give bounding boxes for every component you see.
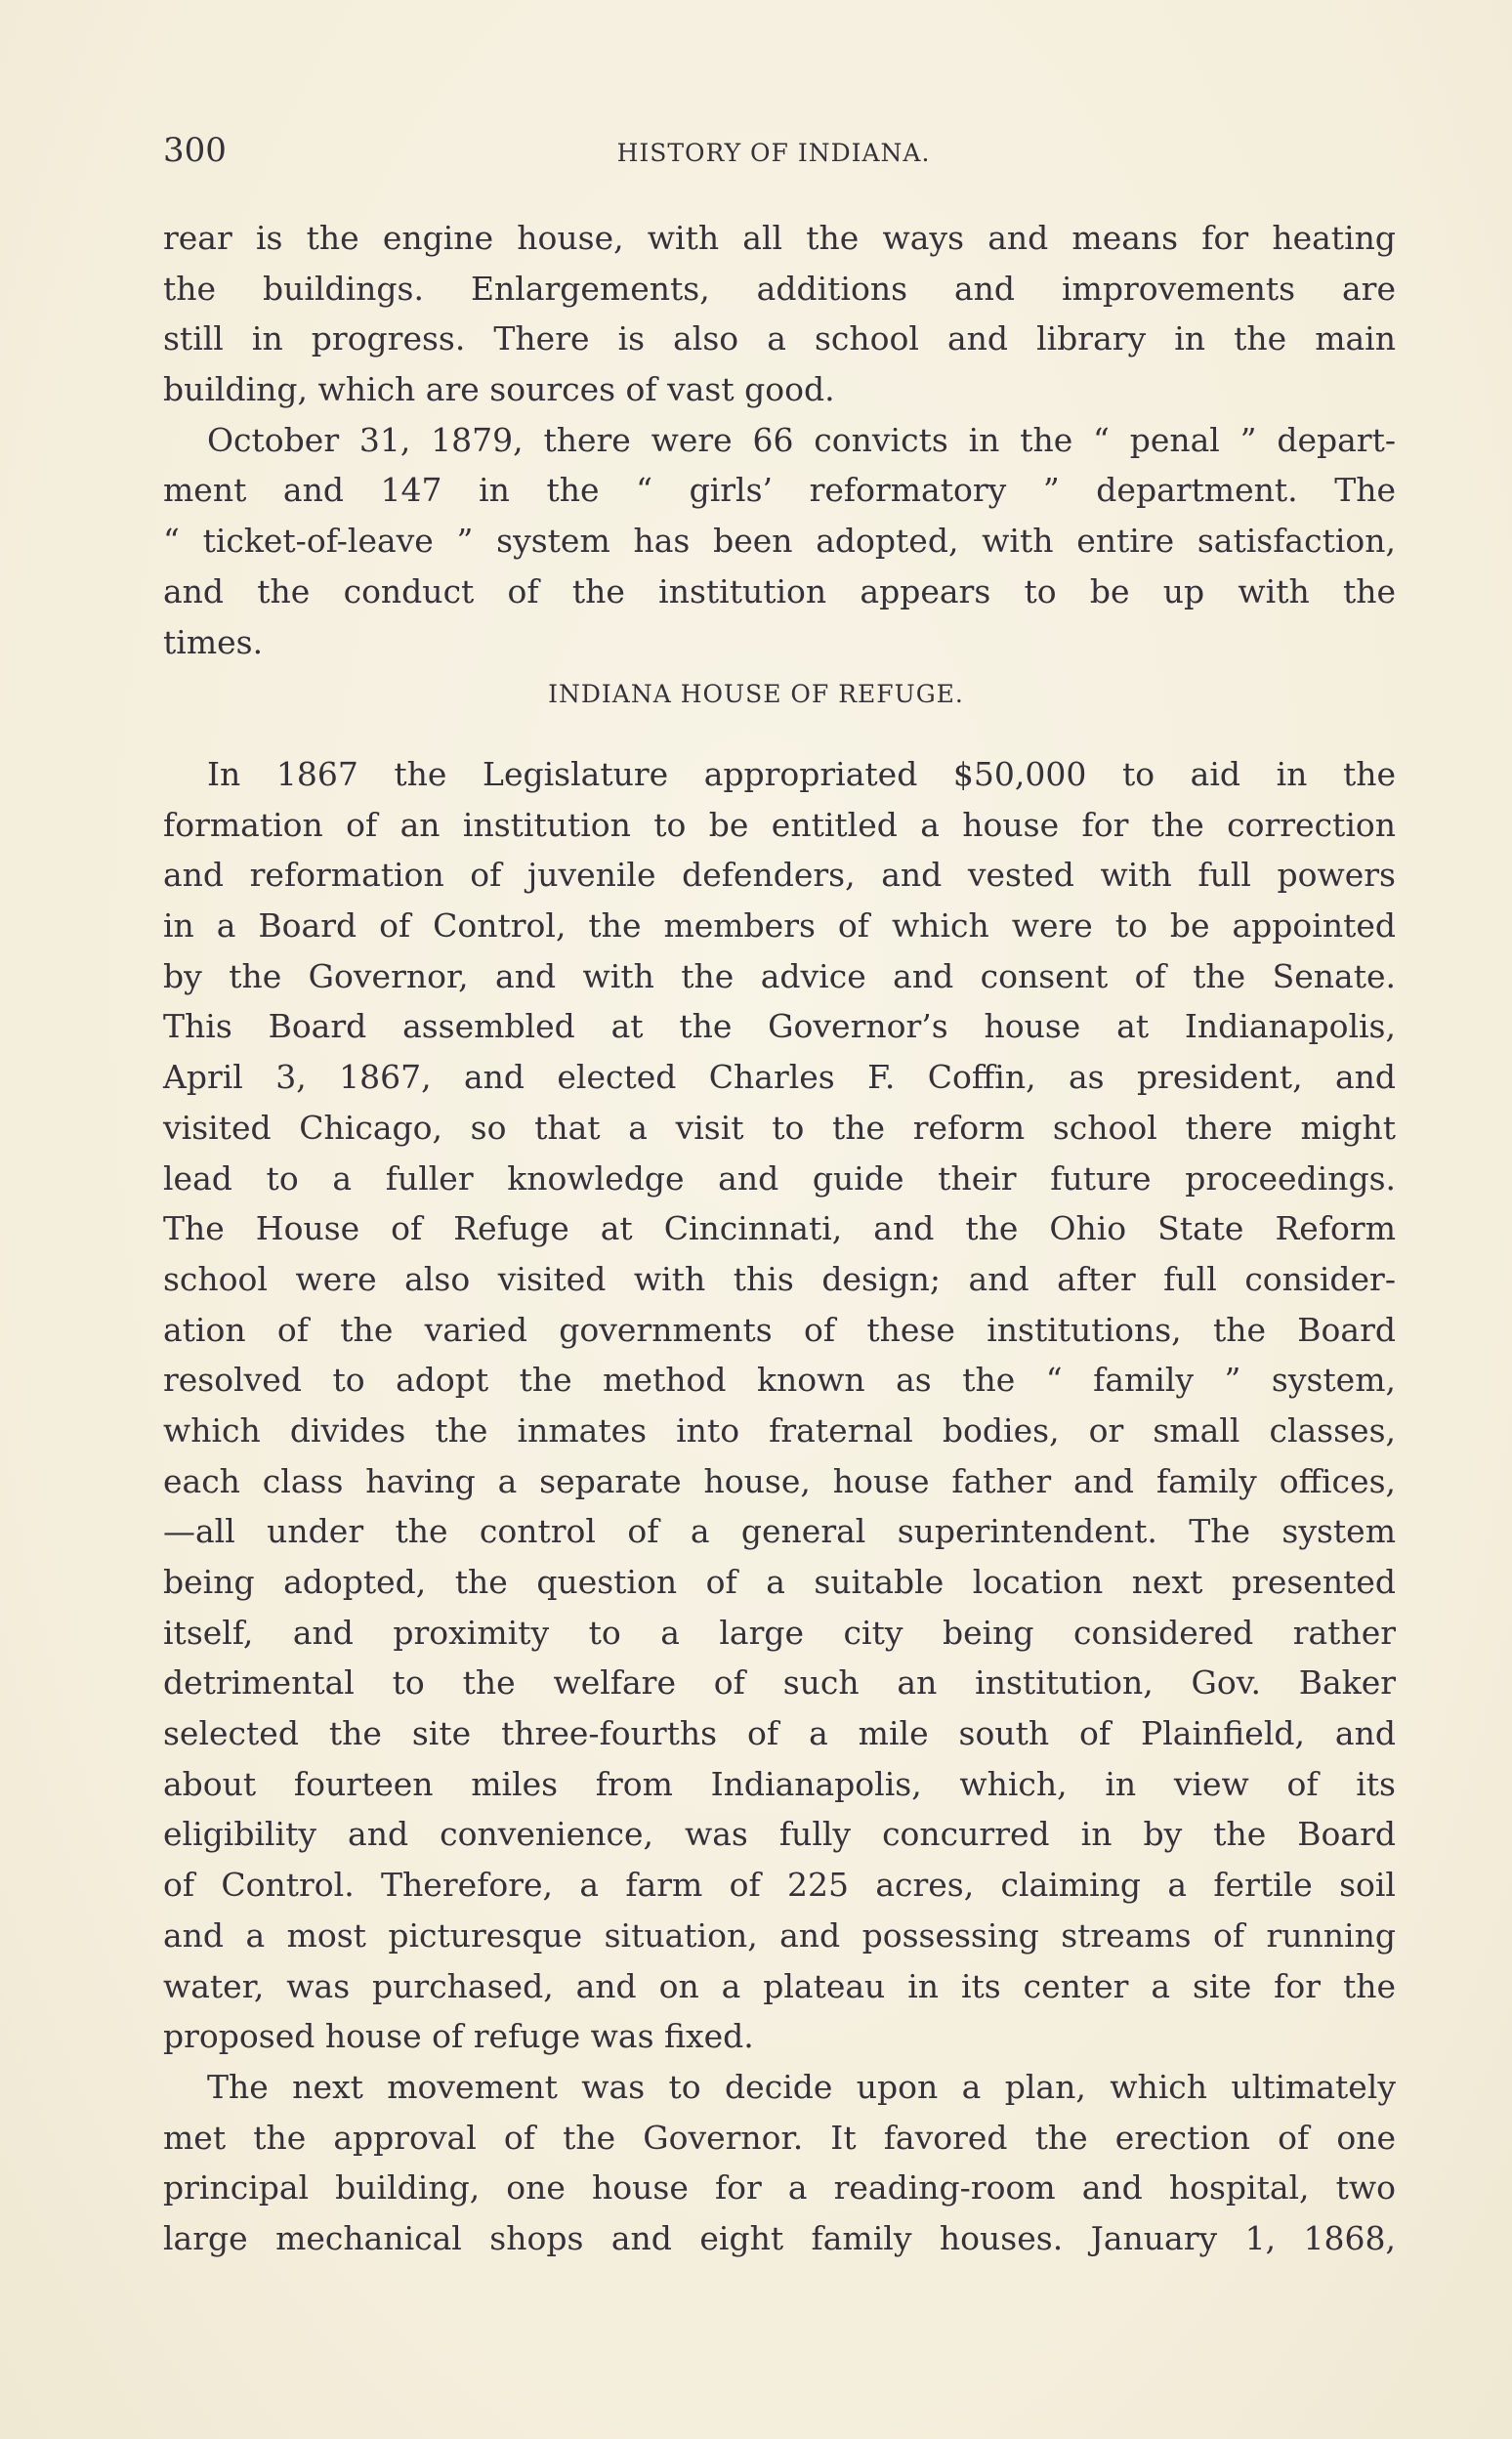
paragraph	[163, 415, 1396, 667]
text-line: eligibility and convenience, was fully concurred in by the Board	[163, 1815, 1396, 1854]
text-line: proposed house of refuge was fixed.	[163, 2017, 754, 2056]
text-line: times.	[163, 622, 264, 661]
text-line: which divides the inmates into fraternal bodies, or small classes,	[163, 1410, 1396, 1450]
text-line: lead to a fuller knowledge and guide their future proceedings.	[163, 1158, 1396, 1198]
text-line: school were also visited with this design; and after full consider-	[163, 1259, 1396, 1298]
text-line: The House of Refuge at Cincinnati, and the Ohio State Reform	[163, 1209, 1396, 1248]
text-line: In 1867 the Legislature appropriated $50,000 to aid in the	[207, 755, 1396, 793]
text-line: large mechanical shops and eight family houses. January 1, 1868,	[163, 2218, 1396, 2257]
text-line: still in progress. There is also a school and library in the main	[163, 319, 1396, 358]
text-line: by the Governor, and with the advice and consent of the Senate.	[163, 956, 1396, 995]
page-number: 300	[163, 131, 227, 170]
paragraphs-refuge	[163, 749, 1396, 2264]
text-line: The next movement was to decide upon a plan, which ultimately	[207, 2067, 1396, 2106]
text-line: detrimental to the welfare of such an institution, Gov. Baker	[163, 1663, 1396, 1703]
text-line: met the approval of the Governor. It favored the erection of one	[163, 2118, 1396, 2157]
text-line: the buildings. Enlargements, additions and improvements are	[163, 269, 1396, 308]
text-line: April 3, 1867, and elected Charles F. Coffin, as president, and	[163, 1058, 1396, 1097]
paragraph	[163, 2062, 1396, 2264]
text-line: This Board assembled at the Governor’s house at Indianapolis,	[163, 1007, 1396, 1046]
running-title: HISTORY OF INDIANA.	[616, 139, 931, 167]
text-line: each class having a separate house, house father and family offices,	[163, 1461, 1396, 1500]
text-line: rear is the engine house, with all the ways and means for heating	[163, 219, 1396, 257]
text-line: selected the site three-fourths of a mile south of Plainfield, and	[163, 1714, 1396, 1753]
text-line: formation of an institution to be entitled a house for the correction	[163, 805, 1396, 844]
text-line: October 31, 1879, there were 66 convicts in the “ penal ” depart-	[207, 420, 1396, 459]
section-heading: INDIANA HOUSE OF REFUGE.	[548, 680, 964, 708]
text-line: ation of the varied governments of these institutions, the Board	[163, 1310, 1396, 1349]
text-line: about fourteen miles from Indianapolis, which, in view of its	[163, 1764, 1396, 1803]
text-line: resolved to adopt the method known as the “ family ” system,	[163, 1361, 1396, 1400]
text-line: water, was purchased, and on a plateau in its center a site for the	[163, 1966, 1396, 2005]
text-line: in a Board of Control, the members of which were to be appointed	[163, 906, 1396, 946]
text-line: principal building, one house for a reading-room and hospital, two	[163, 2168, 1396, 2208]
text-line: ment and 147 in the “ girls’ reformatory ” department. The	[163, 471, 1396, 510]
text-line: building, which are sources of vast good.	[163, 370, 835, 409]
text-line: “ ticket-of-leave ” system has been adopted, with entire satisfaction,	[163, 522, 1396, 561]
paragraph	[163, 213, 1396, 415]
text-line: —all under the control of a general superintendent. The system	[163, 1512, 1396, 1551]
text-line: visited Chicago, so that a visit to the reform school there might	[163, 1108, 1396, 1147]
text-line: of Control. Therefore, a farm of 225 acres, claiming a fertile soil	[163, 1866, 1396, 1905]
text-line: and a most picturesque situation, and possessing streams of running	[163, 1915, 1396, 1955]
text-line: being adopted, the question of a suitable location next presented	[163, 1563, 1396, 1601]
paragraph	[163, 749, 1396, 2062]
text-line: and the conduct of the institution appears to be up with the	[163, 571, 1396, 610]
paragraphs-top	[163, 213, 1396, 667]
text-line: itself, and proximity to a large city being considered rather	[163, 1613, 1396, 1652]
text-line: and reformation of juvenile defenders, and vested with full powers	[163, 856, 1396, 895]
